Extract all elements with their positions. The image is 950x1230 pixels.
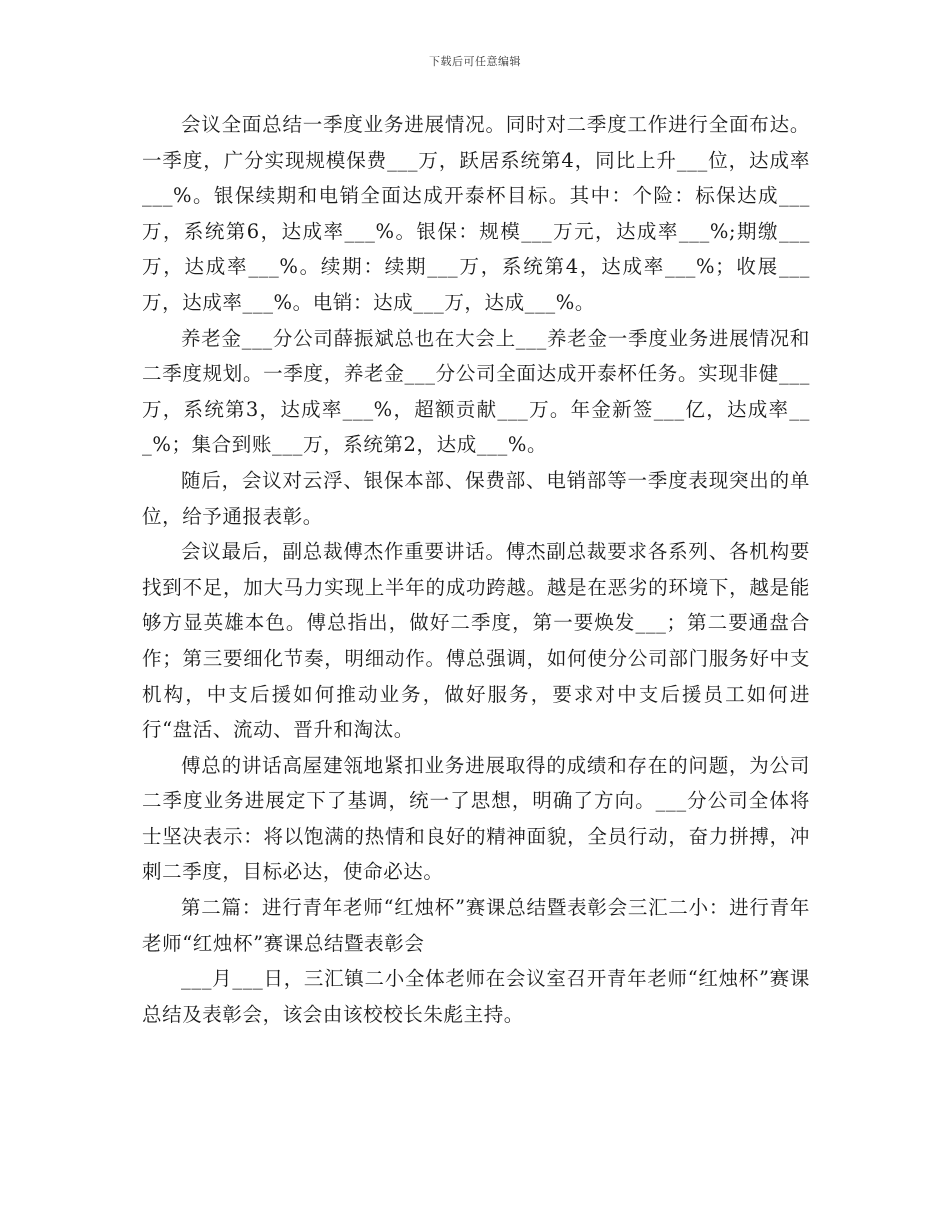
paragraph: 会议全面总结一季度业务进展情况。同时对二季度工作进行全面布达。一季度，广分实现规模保费___万，跃居系统第4，同比上升___位，达成率___%。银保续期和电销全面达成开泰杯目标。其中：个险：标保达成___万，系统第6，达成率___%。银保：规模___万元，达成率___%;期缴___万，达成率___%。续期：续期___万，系统第4，达成率___%；收展___万，达成率___%。电销：达成___万，达成___%。 [142, 113, 810, 314]
paragraph: 养老金___分公司薛振斌总也在大会上___养老金一季度业务进展情况和二季度规划。一季度，养老金___分公司全面达成开泰杯任务。实现非健___万，系统第3，达成率___%，超额贡献___万。年金新签___亿，达成率___%；集合到账___万，系统第2，达成___%。 [142, 326, 810, 457]
paragraph: 会议最后，副总裁傅杰作重要讲话。傅杰副总裁要求各系列、各机构要找到不足，加大马力实现上半年的成功跨越。越是在恶劣的环境下，越是能够方显英雄本色。傅总指出，做好二季度，第一要焕发___；第二要通盘合作；第三要细化节奏，明细动作。傅总强调，如何使分公司部门服务好中支机构，中支后援如何推动业务，做好服务，要求对中支后援员工如何进行“盘活、流动、晋升和淘汰。 [142, 540, 810, 742]
page-header: 下载后可任意编辑 [429, 55, 521, 68]
section-heading-paragraph: 第二篇：进行青年老师“红烛杯”赛课总结暨表彰会三汇二小：进行青年老师“红烛杯”赛课总结暨表彰会 [142, 896, 810, 955]
paragraph: 傅总的讲话高屋建瓴地紧扣业务进展取得的成绩和存在的问题，为公司二季度业务进展定下了基调，统一了思想，明确了方向。___分公司全体将士坚决表示：将以饱满的热情和良好的精神面貌，全员行动，奋力拼搏，冲刺二季度，目标必达，使命必达。 [142, 753, 810, 884]
paragraph: ___月___日，三汇镇二小全体老师在会议室召开青年老师“红烛杯”赛课总结及表彰会，该会由该校校长朱彪主持。 [142, 967, 810, 1026]
document-body [142, 107, 810, 1032]
paragraph: 随后，会议对云浮、银保本部、保费部、电销部等一季度表现突出的单位，给予通报表彰。 [142, 468, 810, 528]
